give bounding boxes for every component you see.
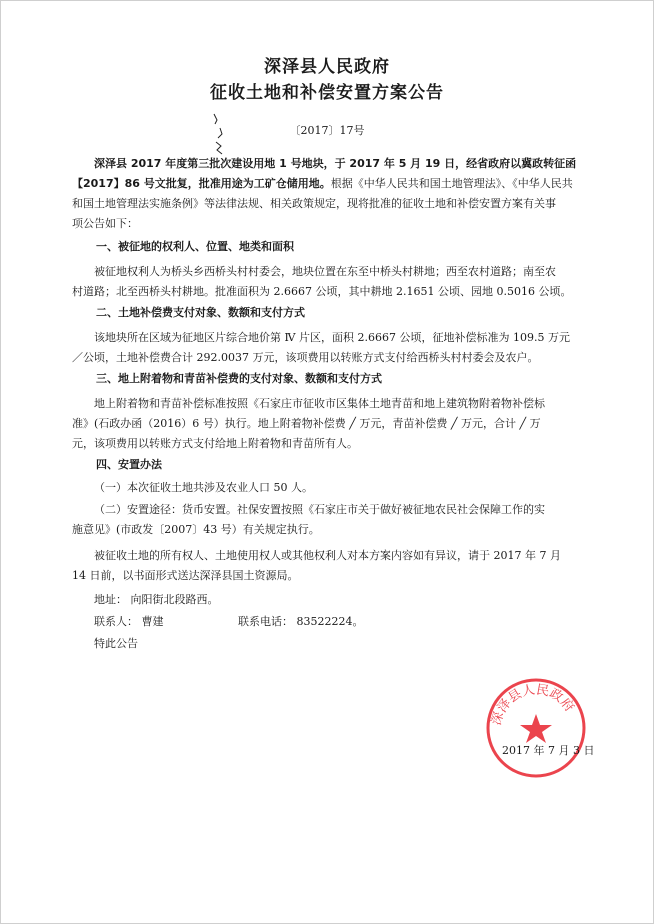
section3-heading: 三、地上附着物和青苗补偿费的支付对象、数额和支付方式 [96,372,382,385]
title-line1: 深泽县人民政府 [264,57,390,77]
official-seal-icon [484,676,588,780]
section3-line3: 元，该项费用以转账方式支付给地上附着物和青苗所有人。 [72,437,358,450]
section4-item2a: （二）安置途径：货币安置。社保安置按照《石家庄市关于做好被征地农民社会保障工作的实 [94,503,545,516]
contact-phone: 联系电话： 83522224。 [238,615,364,628]
intro-line1: 深泽县 2017 年度第三批次建设用地 1 号地块，于 2017 年 5 月 19 日，经省政府以冀政转征函 [94,157,577,170]
intro-line4: 项公告如下： [72,217,138,230]
intro-line2: 【2017】86 号文批复，批准用途为工矿仓储用地。根据《中华人民共和国土地管理法》、《中华人民共 [72,177,573,190]
objection-line2: 14 日前，以书面形式送达深泽县国土资源局。 [72,569,299,582]
section1-line1: 被征地权利人为桥头乡西桥头村村委会，地块位置在东至中桥头村耕地；西至农村道路；南至农 [94,265,556,278]
svg-text:深泽县人民政府: 深泽县人民政府 [489,682,577,728]
objection-line1: 被征收土地的所有权人、土地使用权人或其他权利人对本方案内容如有异议，请于 2017 年 7 月 [94,549,561,562]
doc-number: 〔2017〕17号 [289,124,365,137]
section1-line2: 村道路；北至西桥头村耕地。批准面积为 2.6667 公顷，其中耕地 2.1651 公顷、园地 0.5016 公顷。 [72,285,572,298]
section4-item1: （一）本次征收土地共涉及农业人口 50 人。 [94,481,313,494]
section3-line2: 准》(石政办函（2016）6 号）执行。地上附着物补偿费 ╱ 万元，青苗补偿费 ╱ 万元，合计 ╱ 万 [72,417,541,430]
closing-text: 特此公告 [94,637,138,650]
section3-line1: 地上附着物和青苗补偿标准按照《石家庄市征收市区集体土地青苗和地上建筑物附着物补偿标 [94,397,545,410]
contact-address: 地址： 向阳街北段路西。 [94,593,219,606]
section4-item2b: 施意见》(市政发〔2007〕43 号）有关规定执行。 [72,523,320,536]
section2-line1: 该地块所在区域为征地区片综合地价第 Ⅳ 片区，面积 2.6667 公顷，征地补偿标准为 109.5 万元 [94,331,570,344]
section1-heading: 一、被征地的权利人、位置、地类和面积 [96,240,294,253]
contact-person: 联系人： 曹建 [94,615,164,628]
stamp-date: 2017 年 7 月 3 日 [502,744,595,757]
section4-heading: 四、安置办法 [96,458,162,471]
section2-heading: 二、土地补偿费支付对象、数额和支付方式 [96,306,305,319]
title-line2: 征收土地和补偿安置方案公告 [210,83,444,103]
intro-line3: 和国土地管理法实施条例》等法律法规、相关政策规定，现将批准的征收土地和补偿安置方案有关事 [72,197,556,210]
section2-line2: ／公顷，土地补偿费合计 292.0037 万元，该项费用以转账方式支付给西桥头村村委会及农户。 [72,351,539,364]
